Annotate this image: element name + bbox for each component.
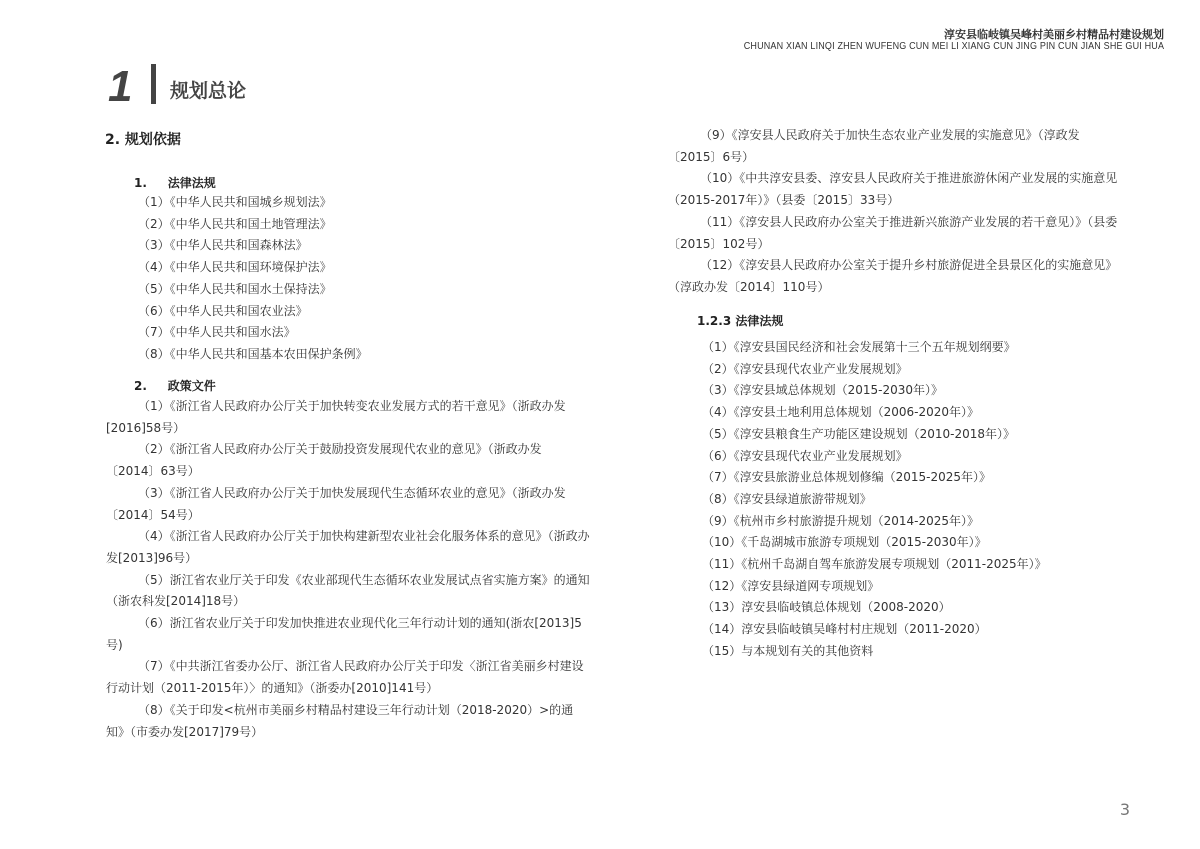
list-item: （2）《淳安县现代农业产业发展规划》	[702, 361, 908, 376]
list-item: （5）《淳安县粮食生产功能区建设规划（2010-2018年）》	[702, 426, 1016, 441]
list-item: （3）《浙江省人民政府办公厅关于加快发展现代生态循环农业的意见》（浙政办发〔2014〕54号）	[106, 485, 566, 522]
list-item: （7）《淳安县旅游业总体规划修编（2015-2025年）》	[702, 470, 992, 485]
list-item: （5）《中华人民共和国水土保持法》	[138, 281, 332, 296]
list-item: （8）《淳安县绿道旅游带规划》	[702, 491, 872, 506]
list-item: （12）《淳安县人民政府办公室关于提升乡村旅游促进全县景区化的实施意见》（淳政办发〔2014〕110号）	[668, 258, 1118, 294]
list-item: （8）《关于印发<杭州市美丽乡村精品村建设三年行动计划（2018-2020）>的通知》（市委办发[2017]79号）	[106, 702, 574, 739]
laws-heading: 1. 法律法规	[134, 176, 216, 190]
list-item: （1）《浙江省人民政府办公厅关于加快转变农业发展方式的若干意见》（浙政办发[2016]58号）	[106, 399, 566, 435]
list-item: （13）淳安县临岐镇总体规划（2008-2020）	[702, 600, 951, 615]
list-item: （4）《浙江省人民政府办公厅关于加快构建新型农业社会化服务体系的意见》（浙政办发[2013]96号）	[106, 529, 590, 565]
header-title-en: CHUNAN XIAN LINQI ZHEN WUFENG CUN MEI LI XIANG CUN JING PIN CUN JIAN SHE GUI HUA	[743, 41, 1164, 52]
list-item: （15）与本规划有关的其他资料	[702, 643, 874, 658]
list-item: （3）《淳安县域总体规划（2015-2030年）》	[702, 383, 944, 398]
list-item: （12）《淳安县绿道网专项规划》	[702, 578, 880, 593]
list-item: （6）浙江省农业厅关于印发加快推进农业现代化三年行动计划的通知(浙农[2013]5号)	[106, 616, 582, 652]
list-item: （7）《中共浙江省委办公厅、浙江省人民政府办公厅关于印发〈浙江省美丽乡村建设行动计划（2011-2015年）〉的通知》（浙委办[2010]141号）	[106, 659, 584, 696]
list-item: （2）《浙江省人民政府办公厅关于鼓励投资发展现代农业的意见》（浙政办发〔2014〕63号）	[106, 442, 542, 479]
list-item: （9）《淳安县人民政府关于加快生态农业产业发展的实施意见》（淳政发〔2015〕6号）	[668, 128, 1080, 164]
list-item: （2）《中华人民共和国土地管理法》	[138, 216, 332, 231]
policies-list	[106, 396, 590, 743]
policies-list-continued	[668, 125, 1128, 299]
policies-heading: 2. 政策文件	[134, 379, 216, 393]
list-item: （10）《千岛湖城市旅游专项规划（2015-2030年）》	[702, 535, 987, 550]
list-item: （6）《中华人民共和国农业法》	[138, 303, 308, 318]
list-item: （4）《淳安县土地利用总体规划（2006-2020年）》	[702, 405, 980, 420]
list-item: （14）淳安县临岐镇吴峰村村庄规划（2011-2020）	[702, 622, 987, 637]
page-number: 3	[1119, 800, 1130, 819]
plans-heading: 1.2.3 法律法规	[697, 314, 784, 328]
section-title: 2. 规划依据	[105, 132, 181, 148]
list-item: （10）《中共淳安县委、淳安县人民政府关于推进旅游休闲产业发展的实施意见（2015-2017年）》（县委〔2015〕33号）	[668, 171, 1118, 208]
list-item: （6）《淳安县现代农业产业发展规划》	[702, 448, 908, 463]
list-item: （11）《杭州千岛湖自驾车旅游发展专项规划（2011-2025年）》	[702, 557, 1047, 572]
list-item: （7）《中华人民共和国水法》	[138, 325, 296, 340]
list-item: （9）《杭州市乡村旅游提升规划（2014-2025年）》	[702, 513, 980, 528]
list-item: （5）浙江省农业厅关于印发《农业部现代生态循环农业发展试点省实施方案》的通知（浙农科发[2014]18号）	[106, 572, 590, 609]
plans-list	[670, 337, 1130, 663]
list-item: （3）《中华人民共和国森林法》	[138, 238, 308, 253]
list-item: （4）《中华人民共和国环境保护法》	[138, 260, 332, 275]
chapter-title: 规划总论	[170, 80, 247, 102]
list-item: （1）《淳安县国民经济和社会发展第十三个五年规划纲要》	[702, 340, 1016, 354]
list-item: （1）《中华人民共和国城乡规划法》	[138, 195, 332, 209]
chapter-number: 1	[108, 62, 133, 111]
list-item: （8）《中华人民共和国基本农田保护条例》	[138, 346, 368, 361]
header-title-cn: 淳安县临岐镇吴峰村美丽乡村精品村建设规划	[944, 28, 1164, 41]
chapter-divider	[151, 64, 156, 104]
laws-list	[106, 192, 586, 366]
list-item: （11）《淳安县人民政府办公室关于推进新兴旅游产业发展的若干意见）》（县委〔2015〕102号）	[668, 214, 1118, 251]
